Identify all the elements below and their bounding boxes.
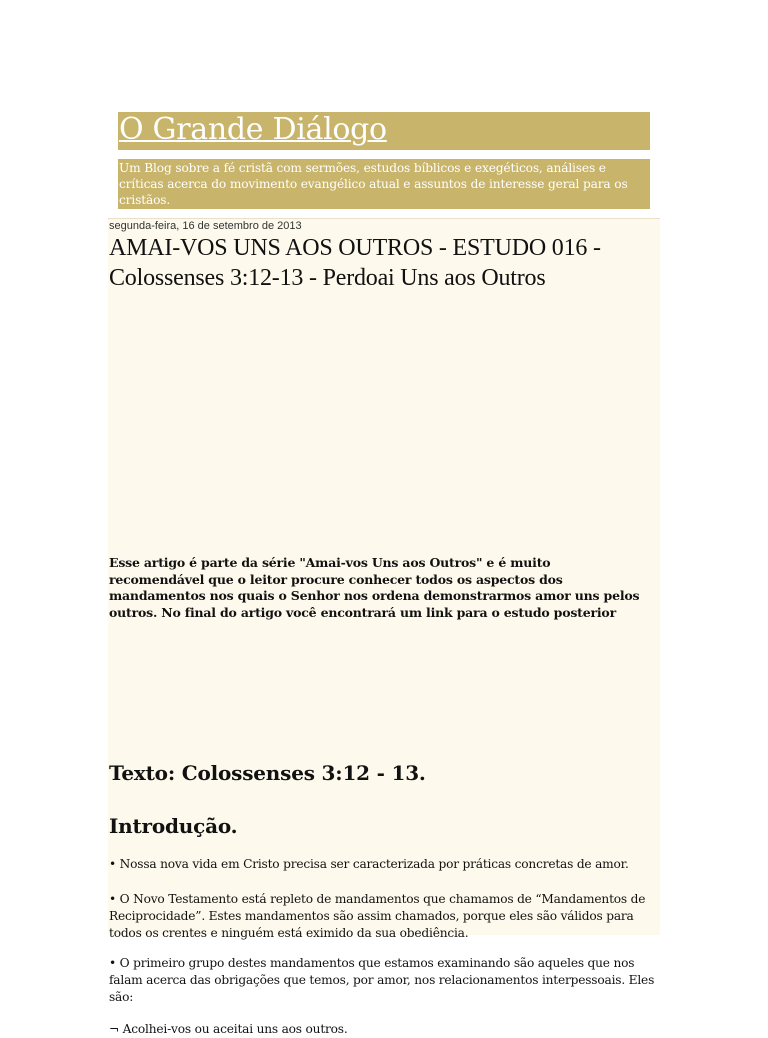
body-paragraph: ¬ Acolhei-vos ou aceitai uns aos outros. <box>109 1022 348 1036</box>
blog-description: Um Blog sobre a fé cristã com sermões, estudos bíblicos e exegéticos, análises e críticas acerca do movimento evangélico atual e assuntos de interesse geral para os cristãos. <box>119 161 628 207</box>
post-container <box>108 218 660 1036</box>
body-paragraph: • Nossa nova vida em Cristo precisa ser caracterizada por práticas concretas de amor. <box>109 857 629 871</box>
body-paragraph: • O primeiro grupo destes mandamentos que estamos examinando são aqueles que nos falam acerca das obrigações que temos, por amor, nos relacionamentos interpessoais. Eles são: <box>109 956 655 1004</box>
bible-text-heading: Texto: Colossenses 3:12 - 13. <box>109 761 426 785</box>
post-title: AMAI-VOS UNS AOS OUTROS - ESTUDO 016 - Colossenses 3:12-13 - Perdoai Uns aos Outros <box>109 235 601 291</box>
page <box>108 112 660 1036</box>
post-date: segunda-feira, 16 de setembro de 2013 <box>109 220 302 232</box>
blog-title-link[interactable]: O Grande Diálogo <box>119 112 387 147</box>
introduction-heading: Introdução. <box>109 814 238 838</box>
series-intro-paragraph: Esse artigo é parte da série "Amai-vos Uns aos Outros" e é muito recomendável que o leitor procure conhecer todos os aspectos dos mandamentos nos quais o Senhor nos ordena demonstrarmos amor uns pelos outros. No final do artigo você encontrará um link para o estudo posterior <box>109 555 640 620</box>
blog-description-box <box>118 159 650 209</box>
blog-header <box>118 112 650 150</box>
body-paragraph: • O Novo Testamento está repleto de mandamentos que chamamos de “Mandamentos de Reciprocidade”. Estes mandamentos são assim chamados, porque eles são válidos para todos os crentes e ninguém está eximido da sua obediência. <box>109 892 646 940</box>
